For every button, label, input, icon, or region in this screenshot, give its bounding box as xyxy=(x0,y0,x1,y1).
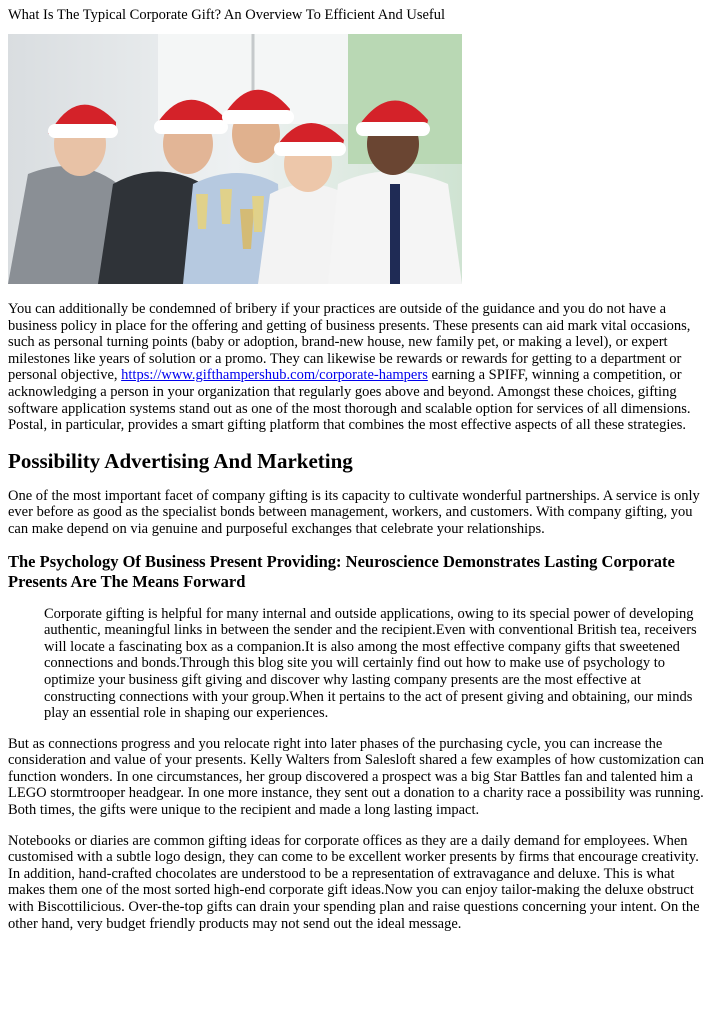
intro-text-after: earning a SPIFF, winning a competition, or acknowledging a person in your organization that regularly goes above and beyond. Amongst these choices, gifting software application systems stand out as one of the most thorough and scalable option for services of all dimensions. Postal, in particular, provides a smart gifting platform that combines the most effective aspects of all these strategies. xyxy=(8,367,691,434)
section-heading-marketing: Possibility Advertising And Marketing xyxy=(8,448,353,473)
gifting-blockquote: Corporate gifting is helpful for many internal and outside applications, owing to its special power of developing authentic, meaningful links in between the sender and the recipient.Even with conventional British tea, receivers will locate a fascinating box as a companion.It is also among the most effective company gifts that sweetened connections and bonds.Through this blog site you will certainly find out how to make use of psychology to optimize your business gift giving and discover why lasting company presents are the most effective at constructing connections with your group.When it pertains to the act of present giving and obtaining, our minds play an essential role in shaping our experiences. xyxy=(44,605,697,722)
corporate-hampers-link[interactable]: https://www.gifthampershub.com/corporate-hampers xyxy=(121,367,428,384)
document-title: What Is The Typical Corporate Gift? An Overview To Efficient And Useful xyxy=(8,7,446,23)
intro-paragraph xyxy=(8,301,712,434)
connections-paragraph: But as connections progress and you relocate right into later phases of the purchasing cycle, you can increase the consideration and value of your presents. Kelly Walters from Salesloft shared a few examples of how customization can function wonders. In one circumstances, her group discovered a prospect was a big Star Battles fan and talented him a LEGO stormtrooper headgear. In one more instance, they sent out a donation to a charity race a possibility was running. Both times, the gifts were unique to the recipient and made a long lasting impact. xyxy=(8,735,704,819)
hero-image xyxy=(8,34,462,284)
partnerships-paragraph: One of the most important facet of company gifting is its capacity to cultivate wonderful partnerships. A service is only ever before as good as the specialist bonds between management, workers, and customers. With company gifting, you can make depend on via genuine and purposeful exchanges that celebrate your relationships. xyxy=(8,487,700,537)
intro-text-before: You can additionally be condemned of bribery if your practices are outside of the guidance and you do not have a business policy in place for the offering and getting of business presents. These presents can aid mark vital occasions, such as personal turning points (baby or adoption, brand-new house, new family pet, or making a level), or expert milestones like years of solution or a promo. They can likewise be rewards or rewards for getting to a department or personal objective, xyxy=(8,301,691,384)
psychology-heading: The Psychology Of Business Present Providing: Neuroscience Demonstrates Lasting Corporate Presents Are The Means Forward xyxy=(8,551,675,591)
notebooks-paragraph: Notebooks or diaries are common gifting ideas for corporate offices as they are a daily demand for employees. When customised with a subtle logo design, they can come to be excellent worker presents by firms that encourage creativity. In addition, hand-crafted chocolates are understood to be a representation of extravagance and deluxe. This is what makes them one of the most sorted high-end corporate gift ideas.Now you can enjoy tailor-making the deluxe obstruct with Biscottilicious. Over-the-top gifts can drain your spending plan and raise questions concerning your intent. On the other hand, very budget friendly products may not send out the ideal message. xyxy=(8,832,700,932)
